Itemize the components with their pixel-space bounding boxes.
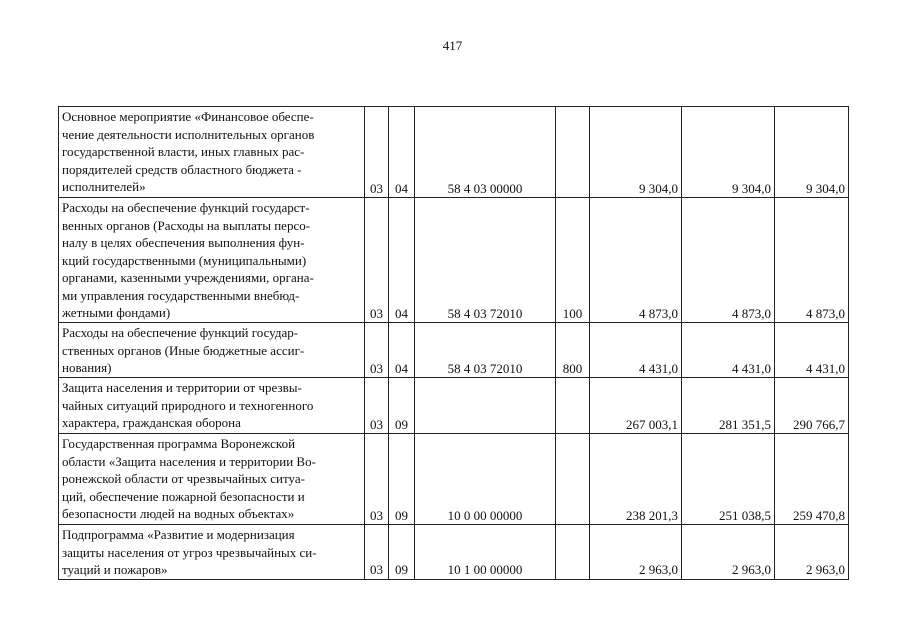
row-name-line: ронежской области от чрезвычайных ситуа- xyxy=(62,471,305,486)
budget-table xyxy=(58,106,849,580)
sum-2020-cell: 267 003,1 xyxy=(590,378,682,434)
row-name-line: безопасности людей на водных объектах» xyxy=(62,506,295,521)
sum-2021-cell: 251 038,5 xyxy=(682,434,775,525)
row-name-line: Защита населения и территории от чрезвы- xyxy=(62,380,302,395)
pr-cell: 09 xyxy=(389,525,415,580)
sum-2020-cell: 4 873,0 xyxy=(590,198,682,323)
sum-2020-cell: 238 201,3 xyxy=(590,434,682,525)
csr-cell: 58 4 03 72010 xyxy=(415,323,556,378)
sum-2021-cell: 4 873,0 xyxy=(682,198,775,323)
sum-2022-cell: 9 304,0 xyxy=(775,107,849,198)
pr-cell: 09 xyxy=(389,378,415,434)
vr-cell: 800 xyxy=(556,323,590,378)
row-name-cell xyxy=(59,378,365,434)
rz-cell: 03 xyxy=(365,198,389,323)
sum-2020-cell: 2 963,0 xyxy=(590,525,682,580)
row-name-line: Расходы на обеспечение функций государ- xyxy=(62,325,299,340)
row-name-cell xyxy=(59,198,365,323)
sum-2020-cell: 4 431,0 xyxy=(590,323,682,378)
row-name-line: государственной власти, иных главных рас- xyxy=(62,144,305,159)
row-name-line: характера, гражданская оборона xyxy=(62,415,241,430)
row-name-line: Государственная программа Воронежской xyxy=(62,436,296,451)
vr-cell xyxy=(556,378,590,434)
sum-2021-cell: 2 963,0 xyxy=(682,525,775,580)
sum-2020-cell: 9 304,0 xyxy=(590,107,682,198)
sum-2022-cell: 4 873,0 xyxy=(775,198,849,323)
row-name-line: Подпрограмма «Развитие и модернизация xyxy=(62,527,295,542)
row-name-line: нования) xyxy=(62,360,112,375)
row-name-line: налу в целях обеспечения выполнения фун- xyxy=(62,235,305,250)
csr-cell: 10 0 00 00000 xyxy=(415,434,556,525)
table-body xyxy=(59,107,849,580)
sum-2022-cell: 259 470,8 xyxy=(775,434,849,525)
pr-cell: 04 xyxy=(389,107,415,198)
csr-cell xyxy=(415,378,556,434)
row-name-line: исполнителей» xyxy=(62,179,146,194)
table-row xyxy=(59,107,849,198)
table-row xyxy=(59,378,849,434)
row-name-line: кций государственными (муниципальными) xyxy=(62,252,307,268)
rz-cell: 03 xyxy=(365,434,389,525)
csr-cell: 58 4 03 00000 xyxy=(415,107,556,198)
row-name-line: чайных ситуаций природного и техногенного xyxy=(62,397,314,413)
rz-cell: 03 xyxy=(365,107,389,198)
sum-2022-cell: 290 766,7 xyxy=(775,378,849,434)
row-name-line: ми управления государственными внебюд- xyxy=(62,287,300,303)
row-name-cell xyxy=(59,525,365,580)
row-name-line: Основное мероприятие «Финансовое обеспе- xyxy=(62,109,314,124)
csr-cell: 58 4 03 72010 xyxy=(415,198,556,323)
row-name-line: венных органов (Расходы на выплаты персо- xyxy=(62,217,311,233)
vr-cell xyxy=(556,434,590,525)
pr-cell: 09 xyxy=(389,434,415,525)
vr-cell xyxy=(556,525,590,580)
row-name-line: порядителей средств областного бюджета - xyxy=(62,161,302,177)
rz-cell: 03 xyxy=(365,323,389,378)
row-name-cell xyxy=(59,107,365,198)
table-row xyxy=(59,323,849,378)
row-name-line: ственных органов (Иные бюджетные ассиг- xyxy=(62,342,305,358)
table-row xyxy=(59,525,849,580)
pr-cell: 04 xyxy=(389,323,415,378)
sum-2022-cell: 2 963,0 xyxy=(775,525,849,580)
csr-cell: 10 1 00 00000 xyxy=(415,525,556,580)
page-number: 417 xyxy=(442,38,463,53)
row-name-line: Расходы на обеспечение функций государст- xyxy=(62,200,310,215)
row-name-cell xyxy=(59,434,365,525)
row-name-line: защиты населения от угроз чрезвычайных си- xyxy=(62,544,317,560)
sum-2021-cell: 9 304,0 xyxy=(682,107,775,198)
row-name-cell xyxy=(59,323,365,378)
pr-cell: 04 xyxy=(389,198,415,323)
sum-2021-cell: 281 351,5 xyxy=(682,378,775,434)
rz-cell: 03 xyxy=(365,525,389,580)
row-name-line: жетными фондами) xyxy=(62,305,171,320)
row-name-line: туаций и пожаров» xyxy=(62,562,168,577)
row-name-line: органами, казенными учреждениями, органа- xyxy=(62,270,314,285)
sum-2022-cell: 4 431,0 xyxy=(775,323,849,378)
row-name-line: области «Защита населения и территории Во- xyxy=(62,453,316,469)
row-name-line: чение деятельности исполнительных органов xyxy=(62,126,315,142)
table-row xyxy=(59,198,849,323)
table-row xyxy=(59,434,849,525)
vr-cell xyxy=(556,107,590,198)
row-name-line: ций, обеспечение пожарной безопасности и xyxy=(62,488,305,504)
sum-2021-cell: 4 431,0 xyxy=(682,323,775,378)
rz-cell: 03 xyxy=(365,378,389,434)
vr-cell: 100 xyxy=(556,198,590,323)
